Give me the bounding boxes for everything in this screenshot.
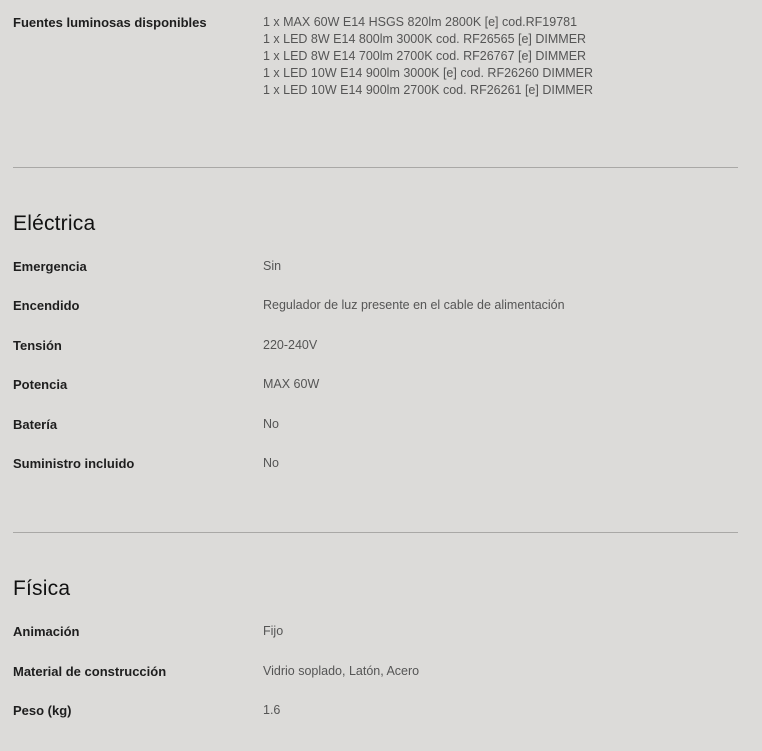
spec-row — [13, 258, 738, 297]
source-line: 1 x MAX 60W E14 HSGS 820lm 2800K [e] cod.RF19781 — [263, 15, 578, 29]
spec-value: 1.6 — [263, 703, 281, 718]
spec-value: 220-240V — [263, 337, 318, 352]
spec-row — [13, 663, 738, 702]
source-line: 1 x LED 10W E14 900lm 3000K [e] cod. RF26260 DIMMER — [263, 66, 594, 80]
spec-value: Sin — [263, 259, 282, 273]
source-line: 1 x LED 10W E14 900lm 2700K cod. RF26261 [e] DIMMER — [263, 83, 594, 97]
spec-row — [13, 297, 738, 336]
source-line: 1 x LED 8W E14 700lm 2700K cod. RF26767 [e] DIMMER — [263, 49, 587, 63]
spec-label: Suministro incluido — [13, 455, 135, 471]
spec-row — [13, 702, 738, 741]
spec-label: Potencia — [13, 377, 68, 393]
spec-value: MAX 60W — [263, 377, 320, 392]
spec-value: Regulador de luz presente en el cable de alimentación — [263, 298, 565, 313]
spec-value-list — [263, 14, 593, 99]
spec-value: No — [263, 455, 279, 470]
spec-value: Fijo — [263, 624, 284, 639]
spec-value: Vidrio soplado, Latón, Acero — [263, 663, 420, 678]
spec-label: Tensión — [13, 337, 62, 353]
fisica-rows — [13, 623, 738, 741]
spec-row — [13, 623, 738, 662]
spec-label: Fuentes luminosas disponibles — [13, 15, 207, 30]
spec-value: No — [263, 416, 279, 431]
spec-row-sources — [13, 0, 738, 99]
spec-label: Animación — [13, 624, 80, 640]
section-title-fisica: Física — [13, 577, 71, 601]
section-title-electrica: Eléctrica — [13, 212, 96, 235]
spec-label: Emergencia — [13, 259, 87, 274]
spec-label: Peso (kg) — [13, 703, 72, 719]
source-line: 1 x LED 8W E14 800lm 3000K cod. RF26565 [e] DIMMER — [263, 32, 587, 46]
spec-row — [13, 416, 738, 455]
spec-label: Batería — [13, 416, 58, 432]
spec-row — [13, 376, 738, 415]
spec-label: Encendido — [13, 298, 80, 314]
spec-row — [13, 455, 738, 494]
spec-label: Material de construcción — [13, 663, 167, 679]
electrica-rows — [13, 258, 738, 494]
spec-row — [13, 337, 738, 376]
